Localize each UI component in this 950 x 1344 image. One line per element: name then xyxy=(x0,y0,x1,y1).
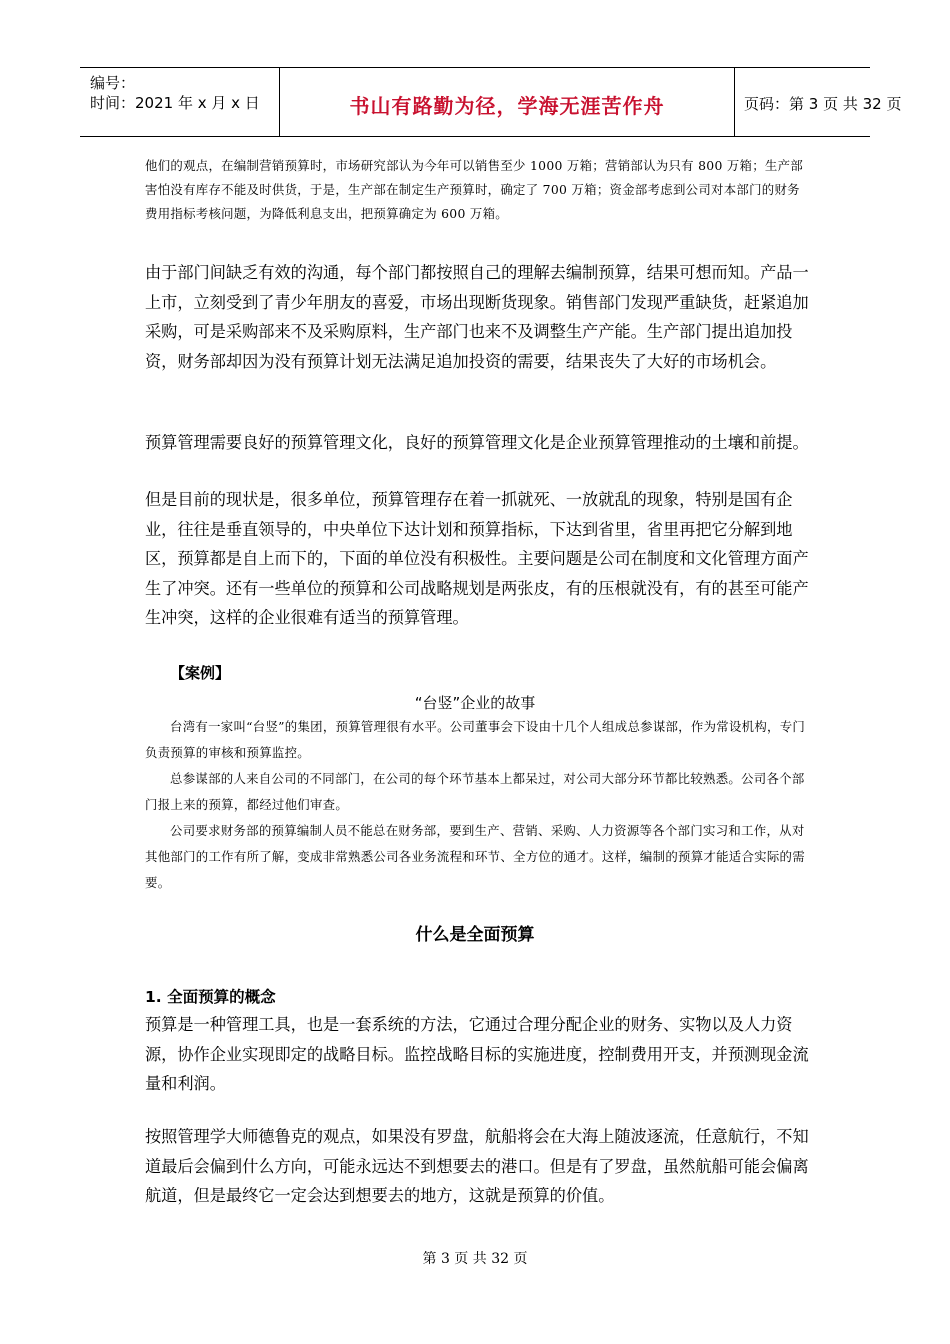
paragraph-5: 按照管理学大师德鲁克的观点，如果没有罗盘，航船将会在大海上随波逐流，任意航行，不知道最后会偏到什么方向，可能永远达不到想要去的港口。但是有了罗盘，虽然航船可能会偏离航道，但是最终它一定会达到想要去的地方，这就是预算的价值。 xyxy=(145,1127,809,1205)
case-paragraph-1: 台湾有一家叫“台竖”的集团，预算管理很有水平。公司董事会下设由十几个人组成总参谋部，作为常设机构，专门负责预算的审核和预算监控。 xyxy=(145,719,806,760)
paragraph-1: 由于部门间缺乏有效的沟通，每个部门都按照自己的理解去编制预算，结果可想而知。产品一上市，立刻受到了青少年朋友的喜爱，市场出现断货现象。销售部门发现严重缺货，赶紧追加采购，可是采购部来不及采购原料，生产部门也来不及调整生产产能。生产部门提出追加投资，财务部却因为没有预算计划无法满足追加投资的需要，结果丧失了大好的市场机会。 xyxy=(145,263,809,371)
case-label: 【案例】 xyxy=(170,664,231,682)
section-title: 什么是全面预算 xyxy=(415,925,535,945)
page-info: 页码：第 3 页 共 32 页 xyxy=(744,95,902,113)
paragraph-4: 预算是一种管理工具，也是一套系统的方法，它通过合理分配企业的财务、实物以及人力资源，协作企业实现即定的战略目标。监控战略目标的实施进度，控制费用开支，并预测现金流量和利润。 xyxy=(145,1015,809,1093)
case-paragraph-2: 总参谋部的人来自公司的不同部门，在公司的每个环节基本上都呆过，对公司大部分环节都比较熟悉。公司各个部门报上来的预算，都经过他们审查。 xyxy=(145,771,805,812)
header-table xyxy=(80,67,902,137)
motto: 书山有路勤为径，学海无涯苦作舟 xyxy=(349,94,665,118)
header-page-cell xyxy=(735,68,902,136)
doc-number-label: 编号： xyxy=(90,74,136,92)
header-info-cell xyxy=(80,68,280,136)
date-label: 时间：2021 年 x 月 x 日 xyxy=(90,94,260,112)
paragraph-2: 预算管理需要良好的预算管理文化，良好的预算管理文化是企业预算管理推动的土壤和前提。 xyxy=(145,433,809,452)
header-motto-cell xyxy=(280,68,735,136)
subsection-title: 1. 全面预算的概念 xyxy=(145,988,276,1006)
paragraph-3: 但是目前的现状是，很多单位，预算管理存在着一抓就死、一放就乱的现象，特别是国有企业，往往是垂直领导的，中央单位下达计划和预算指标，下达到省里，省里再把它分解到地区，预算都是自上而下的，下面的单位没有积极性。主要问题是公司在制度和文化管理方面产生了冲突。还有一些单位的预算和公司战略规划是两张皮，有的压根就没有，有的甚至可能产生冲突，这样的企业很难有适当的预算管理。 xyxy=(145,490,809,627)
story-title: “台竖”企业的故事 xyxy=(414,694,536,712)
page-footer: 第 3 页 共 32 页 xyxy=(422,1251,528,1267)
case-paragraph-3: 公司要求财务部的预算编制人员不能总在财务部，要到生产、营销、采购、人力资源等各个部门实习和工作，从对其他部门的工作有所了解，变成非常熟悉公司各业务流程和环节、全方位的通才。这样，编制的预算才能适合实际的需要。 xyxy=(145,823,805,890)
intro-small-text: 他们的观点，在编制营销预算时，市场研究部认为今年可以销售至少 1000 万箱；营销部认为只有 800 万箱；生产部害怕没有库存不能及时供货，于是，生产部在制定生产预算时，确定了 700 万箱；资金部考虑到公司对本部门的财务费用指标考核问题，为降低利息支出，把预算确定为 600 万箱。 xyxy=(145,158,804,221)
